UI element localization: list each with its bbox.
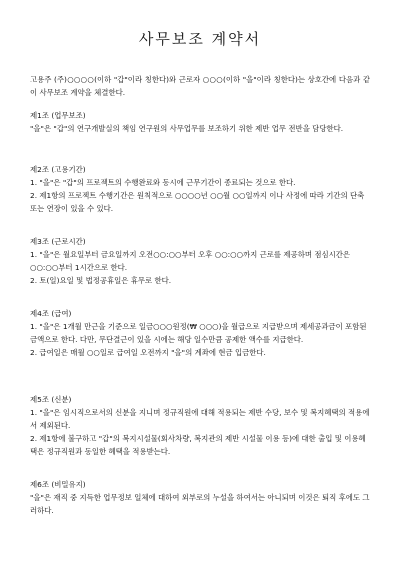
section-heading: 제1조 (업무보조): [30, 111, 86, 120]
section-clause: "을"은 재직 중 지득한 업무정보 일체에 대하여 외부로의 누설을 하여서는 아니되며 이것은 퇴직 후에도 그러하다.: [30, 493, 370, 515]
section-heading: 제6조 (비밀유지): [30, 480, 86, 489]
section-clause: 2. 급여일은 매월 ○○일로 급여일 오전까지 "을"의 계좌에 현금 입금한다.: [30, 348, 266, 357]
document-title: 사무보조 계약서: [138, 30, 262, 49]
section-heading: 제4조 (급여): [30, 309, 72, 318]
section-article-1: [30, 109, 372, 135]
intro-paragraph: 고용주 (주)○○○○(이하 "갑"이라 칭한다)와 근로자 ○○○(이하 "을"이라 칭한다)는 상호간에 다음과 같이 사무보조 계약을 체결한다.: [30, 75, 370, 98]
section-heading: 제5조 (신분): [30, 395, 72, 404]
section-clause: 1. "을"은 "갑"의 프로젝트의 수행완료와 동시에 근무기간이 종료되는 것으로 한다.: [30, 178, 296, 187]
section-heading: 제2조 (고용기간): [30, 165, 86, 174]
section-article-3: [30, 235, 372, 287]
section-clause: 1. "을"은 1개월 만근을 기준으로 일금○○○원정(₩ ○○○)을 월급으로 지급받으며 제세공과금이 포함된 금액으로 한다. 다만, 무단결근이 있을 시에는 해당 일수만큼 공제한 액수를 지급한다.: [30, 322, 367, 344]
section-clause: "을"은 "갑"의 연구개발실의 책임 연구원의 사무업무를 보조하기 위한 제반 업무 전반을 담당한다.: [30, 124, 344, 133]
section-article-4: [30, 307, 372, 359]
section-clause: 2. 토(일)요일 및 법정공휴일은 휴무로 한다.: [30, 276, 172, 285]
section-clause: 1. "을"은 월요일부터 금요일까지 오전○○:○○부터 오후 ○○:○○까지 근로를 제공하며 점심시간은 ○○:○○부터 1시간으로 한다.: [30, 250, 351, 272]
section-heading: 제3조 (근로시간): [30, 237, 86, 246]
section-article-6: [30, 478, 372, 517]
section-clause: 2. 제1항의 프로젝트 수행기간은 원칙적으로 ○○○○년 ○○월 ○○일까지 이나 사정에 따라 기간의 단축 또는 연장이 있을 수 있다.: [30, 191, 365, 213]
section-article-5: [30, 393, 372, 458]
section-clause: 2. 제1항에 불구하고 "갑"의 복지시설물(회사차량, 복지관의 제반 시설물 이용 등)에 대한 출입 및 이용혜택은 정규직원과 동일한 혜택을 적용받는다.: [30, 434, 366, 456]
section-article-2: [30, 163, 372, 215]
section-clause: 1. "을"은 임시직으로서의 신분을 지니며 정규직원에 대해 적용되는 제반 수당, 보수 및 복지혜택의 적용에서 제외된다.: [30, 408, 370, 430]
